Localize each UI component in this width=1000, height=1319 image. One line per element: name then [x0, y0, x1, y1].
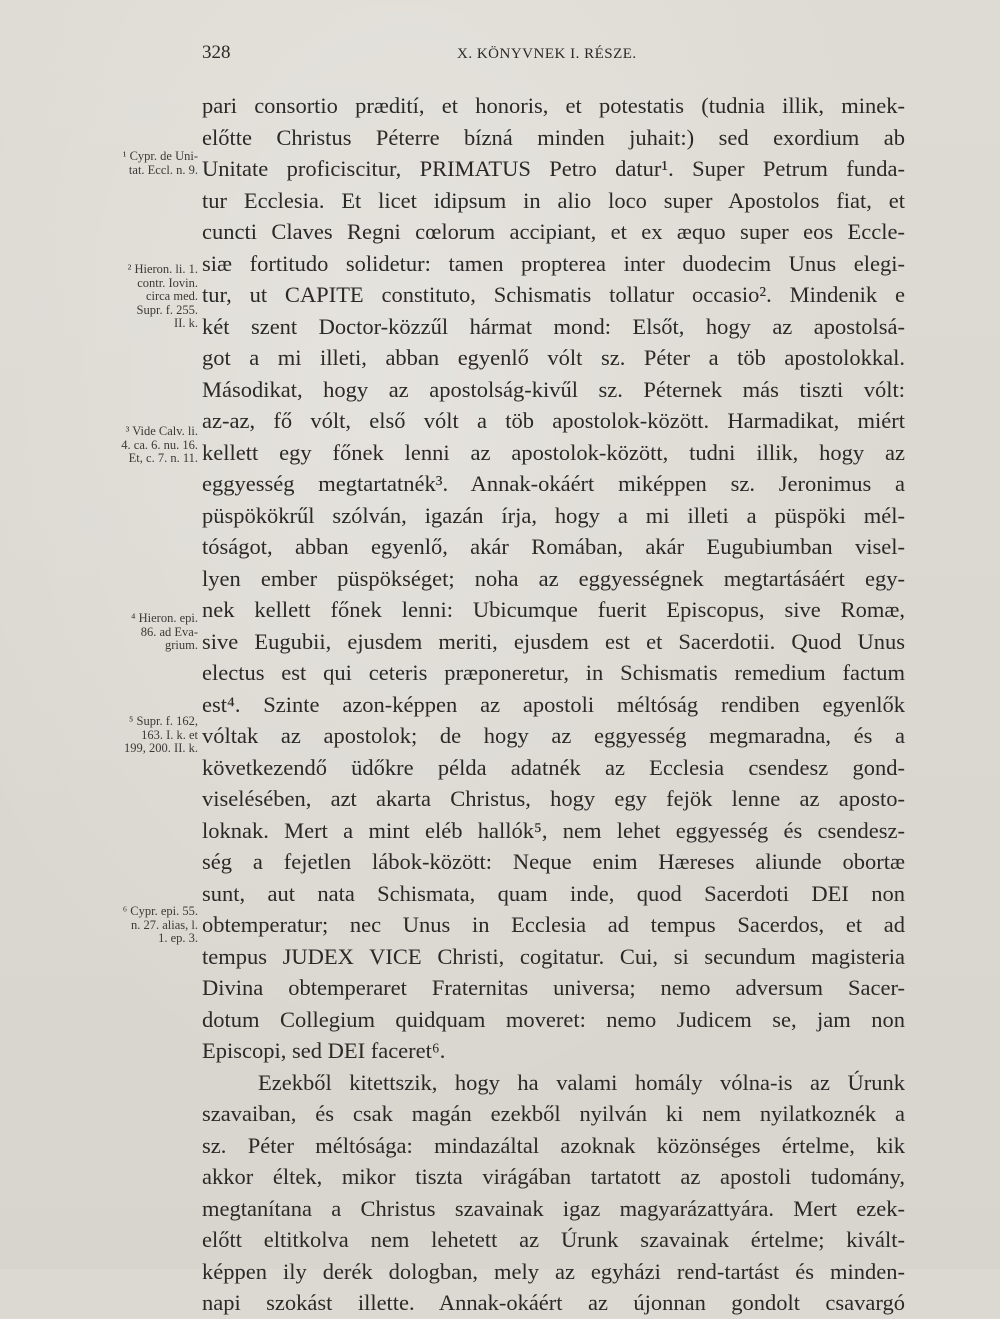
margin-note-line: 199, 200. II. k. [124, 741, 198, 755]
text-line: lyen ember püspökséget; noha az eggyességnek megtartásáért egy- [202, 565, 905, 591]
margin-note-line: 1. ep. 3. [158, 931, 198, 945]
margin-note-line: Et, c. 7. n. 11. [128, 451, 198, 465]
text-line: előtte Christus Péterre bízná minden juhait:) sed exordium ab [202, 124, 905, 150]
text-line: vóltak az apostolok; de hogy az eggyesség megmaradna, és a [202, 723, 905, 748]
text-line: siæ fortitudo solidetur: tamen propterea inter duodecim Unus elegi- [202, 250, 905, 276]
margin-note-line: ⁵ Supr. f. 162, [129, 714, 198, 728]
text-line: dotum Collegium quidquam moveret: nemo Judicem se, jam non [202, 1006, 905, 1032]
margin-note-line: ³ Vide Calv. li. [125, 424, 198, 438]
text-line: két szent Doctor-közzűl hármat mond: Elsőt, hogy az apostolsá- [202, 313, 905, 339]
main-text [202, 90, 905, 1319]
text-line: viselésében, azt akarta Christus, hogy egy fejök lenne az aposto- [202, 786, 905, 811]
text-line: képpen ily derék dologban, mely az egyházi rend-tartást és minden- [202, 1258, 905, 1284]
margin-note [80, 425, 198, 466]
margin-note-line: 163. I. k. et [141, 727, 198, 742]
text-line: szavaiban, és csak magán ezekből nyilván ki nem nyilatkoznék a [202, 1101, 905, 1126]
text-line: ség a fejetlen lábok-között: Neque enim Hæreses aliunde obortæ [202, 849, 905, 874]
text-line: got a mi illeti, abban egyenlő vólt sz. Péter a töb apostolokkal. [202, 345, 905, 370]
text-line: Episcopi, sed DEI faceret⁶. [202, 1038, 446, 1063]
margin-note-line: n. 27. alias, l. [130, 917, 198, 932]
margin-note [80, 715, 198, 756]
text-line: tur Ecclesia. Et licet idipsum in alio loco super Apostolos fiat, et [202, 187, 905, 213]
margin-note-line: 86. ad Eva- [140, 624, 198, 639]
margin-note [80, 150, 198, 177]
text-line: az-az, fő vólt, első vólt a töb apostolok-között. Harmadikat, miért [202, 408, 905, 433]
text-line: sunt, aut nata Schismata, quam inde, quod Sacerdoti DEI non [202, 880, 905, 906]
margin-note-line: 4. ca. 6. nu. 16. [121, 437, 198, 452]
margin-note-line: II. k. [174, 316, 198, 330]
margin-note-line: Supr. f. 255. [136, 302, 198, 317]
text-line: Ezekből kitettszik, hogy ha valami homály vólna-is az Úrunk [258, 1069, 905, 1095]
text-line: pari consortio prædití, et honoris, et potestatis (tudnia illik, minek- [202, 93, 905, 118]
margin-note-line: ¹ Cypr. de Uni- [122, 149, 198, 163]
text-line: akkor éltek, mikor tiszta virágában tartatott az apostoli tudomány, [202, 1164, 905, 1189]
margin-note [80, 612, 198, 653]
text-line: electus est qui ceteris præponeretur, in Schismatis remedium factum [202, 660, 905, 685]
text-line: következendő üdőkre példa adatnék az Ecclesia csendesz gond- [202, 754, 905, 780]
margin-note [80, 905, 198, 946]
text-line: Unitate proficiscitur, PRIMATUS Petro datur¹. Super Petrum funda- [202, 156, 905, 181]
text-line: sz. Péter méltósága: mindazáltal azoknak közönséges értelme, kik [202, 1132, 905, 1158]
text-line: Divina obtemperaret Fraternitas universa; nemo adversum Sacer- [202, 975, 905, 1000]
margin-note-line: contr. Iovin. [137, 275, 198, 290]
text-line: Másodikat, hogy az apostolság-kivűl sz. Péternek más tiszti vólt: [202, 376, 905, 402]
margin-note-line: ² Hieron. li. 1. [127, 262, 198, 276]
text-line: eggyesség megtartatnék³. Annak-okáért miképpen sz. Jeronimus a [202, 471, 905, 496]
margin-note-line: grium. [165, 638, 198, 652]
text-line: kellett egy főnek lenni az apostolok-között, tudni illik, hogy az [202, 439, 905, 465]
text-line: tempus JUDEX VICE Christi, cogitatur. Cui, si secundum magisteria [202, 943, 905, 969]
running-title: X. KÖNYVNEK I. RÉSZE. [457, 46, 637, 62]
text-line: obtemperatur; nec Unus in Ecclesia ad tempus Sacerdos, et ad [202, 912, 905, 937]
text-line: tóságot, abban egyenlő, akár Romában, akár Eugubiumban visel- [202, 534, 905, 559]
margin-note-line: ⁴ Hieron. epi. [131, 611, 198, 625]
margin-note [80, 263, 198, 331]
text-line: sive Eugubii, ejusdem meriti, ejusdem est et Sacerdotii. Quod Unus [202, 628, 905, 654]
page-number: 328 [202, 42, 231, 63]
text-line: nek kellett főnek lenni: Ubicumque fuerit Episcopus, sive Romæ, [202, 597, 905, 622]
margin-note-line: tat. Eccl. n. 9. [128, 162, 198, 177]
text-line: loknak. Mert a mint eléb hallók⁵, nem lehet eggyesség és csendesz- [202, 817, 905, 843]
text-line: püspökökrűl szólván, igazán írja, hogy a mi illeti a püspöki mél- [202, 502, 905, 528]
text-line: megtanítana a Christus szavainak igaz magyarázattyára. Mert ezek- [202, 1195, 905, 1221]
text-line: est⁴. Szinte azon-képpen az apostoli méltóság rendiben egyenlők [202, 691, 905, 717]
margin-note-line: circa med. [145, 289, 198, 303]
text-line: tur, ut CAPITE constituto, Schismatis tollatur occasio². Mindenik e [202, 282, 905, 307]
margin-note-line: ⁶ Cypr. epi. 55. [122, 904, 198, 918]
text-line: cuncti Claves Regni cœlorum accipiant, et ex æquo super eos Eccle- [202, 219, 905, 244]
text-line: előtt eltitkolva nem lehetett az Úrunk szavainak értelme; kivált- [202, 1227, 905, 1252]
text-line: napi szokást illette. Annak-okáért az újonnan gondolt csavargó [202, 1290, 905, 1315]
